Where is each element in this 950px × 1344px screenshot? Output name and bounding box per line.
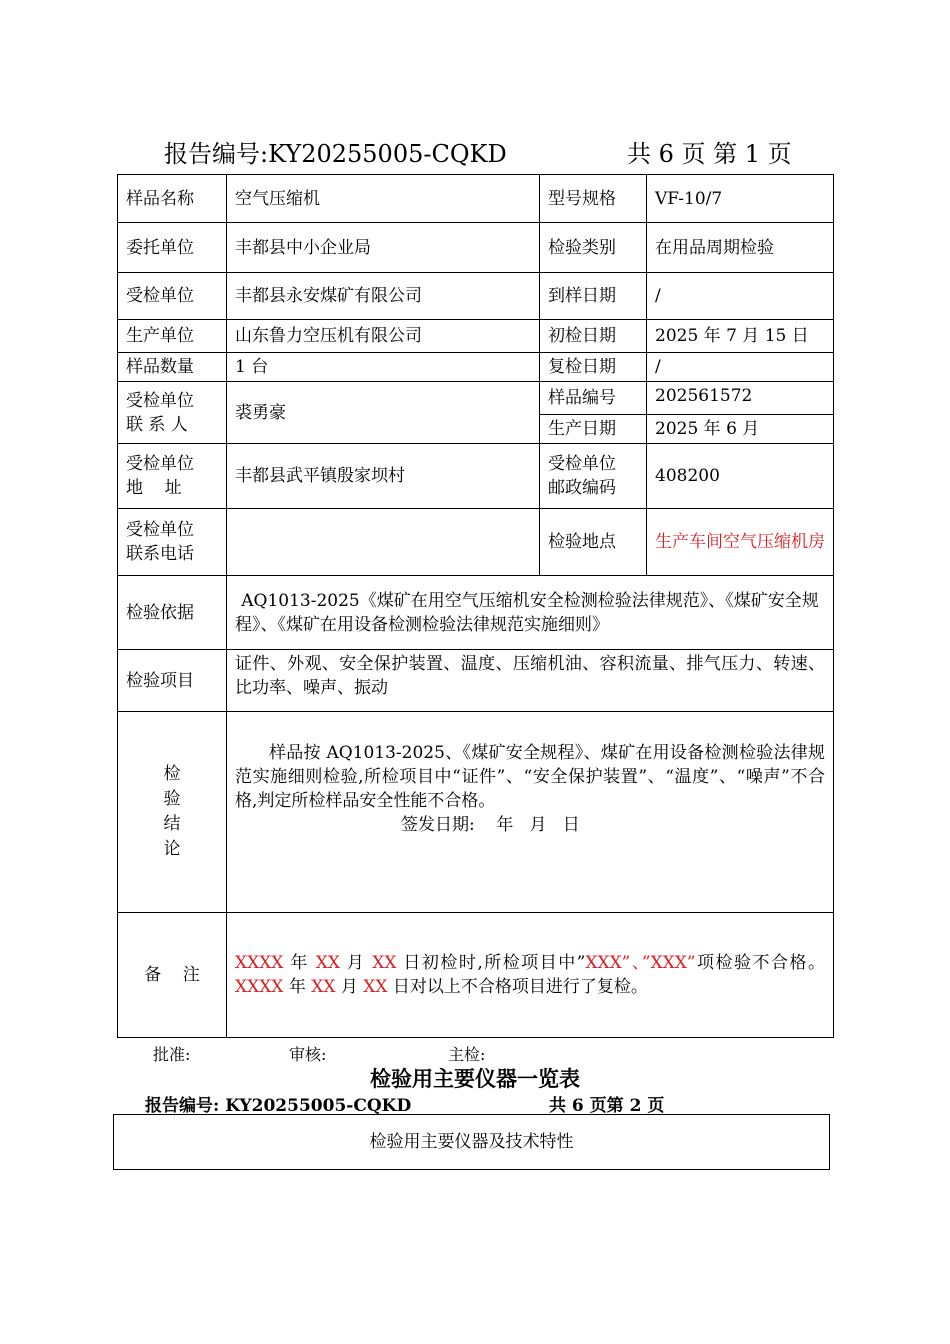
field-label: [118, 382, 227, 444]
field-value: 证件、外观、安全保护装置、温度、压缩机油、容积流量、排气压力、转速、比功率、噪声、振动: [227, 650, 834, 712]
remark-text: 日对以上不合格项目进行了复检。: [387, 977, 648, 997]
field-label: 型号规格: [540, 175, 647, 223]
field-value: 丰都县武平镇殷家坝村: [227, 444, 540, 509]
table-row: [118, 175, 834, 223]
field-value: 生产车间空气压缩机房: [647, 509, 834, 576]
page-info: 共 6 页 第 1 页: [627, 140, 792, 168]
table-row: [118, 320, 834, 353]
remark-text: XXX”、”XXX”: [585, 953, 696, 973]
field-value: /: [647, 353, 834, 382]
remark-text: 年: [283, 977, 312, 997]
field-value: 丰都县中小企业局: [227, 223, 540, 273]
remark-text: XX: [315, 953, 340, 973]
approve-label: 批准:: [153, 1045, 191, 1064]
field-label: 委托单位: [118, 223, 227, 273]
field-label: 检验依据: [118, 576, 227, 650]
field-label: [118, 509, 227, 576]
field-label: 生产日期: [540, 415, 647, 444]
field-label: 样品数量: [118, 353, 227, 382]
field-label: 样品编号: [540, 382, 647, 415]
main-inspector-label: 主检:: [448, 1045, 486, 1064]
field-value: 在用品周期检验: [647, 223, 834, 273]
field-value: 2025 年 7 月 15 日: [647, 320, 834, 353]
remark-text: 项检验不合格。: [695, 953, 826, 973]
field-label: 样品名称: [118, 175, 227, 223]
field-label: 检验类别: [540, 223, 647, 273]
table-row: [118, 382, 834, 415]
remark-text: 月: [335, 977, 364, 997]
field-value: 山东鲁力空压机有限公司: [227, 320, 540, 353]
field-value: VF-10/7: [647, 175, 834, 223]
table-row: [118, 273, 834, 320]
field-value: [227, 712, 834, 913]
remark-text: XX: [311, 977, 336, 997]
field-label: 备 注: [118, 913, 227, 1038]
table-row: [118, 509, 834, 576]
field-label: 到样日期: [540, 273, 647, 320]
field-label: 检验项目: [118, 650, 227, 712]
sign-date: 签发日期: 年 月 日: [401, 815, 580, 835]
instrument-list-title: 检验用主要仪器一览表: [370, 1066, 580, 1091]
review-label: 审核:: [289, 1045, 327, 1064]
field-value: 裘勇豪: [227, 382, 540, 444]
field-value: 408200: [647, 444, 834, 509]
table-row: [118, 913, 834, 1038]
table-row: [118, 353, 834, 382]
remark-text: XX: [363, 977, 388, 997]
field-label: [540, 444, 647, 509]
page-info-2: 共 6 页第 2 页: [549, 1096, 665, 1116]
field-label: [118, 444, 227, 509]
instrument-table-header: 检验用主要仪器及技术特性: [113, 1114, 830, 1170]
field-label: 受检单位: [118, 273, 227, 320]
remark-text: 日初检时,所检项目中”: [396, 953, 586, 973]
label-line: 联 系 人: [126, 414, 188, 435]
remark-text: XX: [372, 953, 397, 973]
field-value: 丰都县永安煤矿有限公司: [227, 273, 540, 320]
label-line: 联系电话: [126, 544, 194, 564]
label-line: 受检单位: [126, 454, 194, 474]
field-value: 空气压缩机: [227, 175, 540, 223]
remark-text: XXXX: [235, 953, 284, 973]
field-value: [227, 509, 540, 576]
table-row: [118, 712, 834, 913]
report-number: 报告编号:KY20255005-CQKD: [164, 140, 507, 168]
field-value: [227, 576, 834, 650]
label-line: 受检单位: [126, 390, 194, 411]
remark-text: 年: [283, 953, 316, 973]
field-label: 生产单位: [118, 320, 227, 353]
conclusion-text: 样品按 AQ1013-2025、《煤矿安全规程》、煤矿在用设备检测检验法律规范实施细则检验,所检项目中“证件”、“安全保护装置”、“温度”、“噪声”不合格,判定所检样品安全性能不合格。: [235, 743, 825, 811]
inspection-report-table: [117, 174, 834, 1038]
table-row: [118, 650, 834, 712]
field-label: 检验地点: [540, 509, 647, 576]
field-label: [118, 712, 227, 913]
remark-text: XXXX: [235, 977, 284, 997]
field-value: 1 台: [227, 353, 540, 382]
field-value: [227, 913, 834, 1038]
label-line: 地 址: [126, 478, 182, 498]
label-line: 受检单位: [126, 520, 194, 540]
field-value: 2025 年 6 月: [647, 415, 834, 444]
field-label: 初检日期: [540, 320, 647, 353]
field-label: 复检日期: [540, 353, 647, 382]
basis-line: AQ1013-2025《煤矿在用空气压缩机安全检测检验法律规范》、《煤矿安全规: [241, 590, 819, 611]
table-row: [118, 223, 834, 273]
remark-text: 月: [339, 953, 373, 973]
label-line: 邮政编码: [548, 478, 616, 498]
table-row: [118, 444, 834, 509]
table-row: [118, 576, 834, 650]
basis-line: 程》、《煤矿在用设备检测检验法律规范实施细则》: [235, 614, 609, 635]
conclusion-label: 检验结论: [163, 764, 181, 859]
field-value: 202561572: [647, 382, 834, 415]
field-value: /: [647, 273, 834, 320]
report-number-2: 报告编号: KY20255005-CQKD: [145, 1096, 412, 1116]
label-line: 受检单位: [548, 454, 616, 474]
